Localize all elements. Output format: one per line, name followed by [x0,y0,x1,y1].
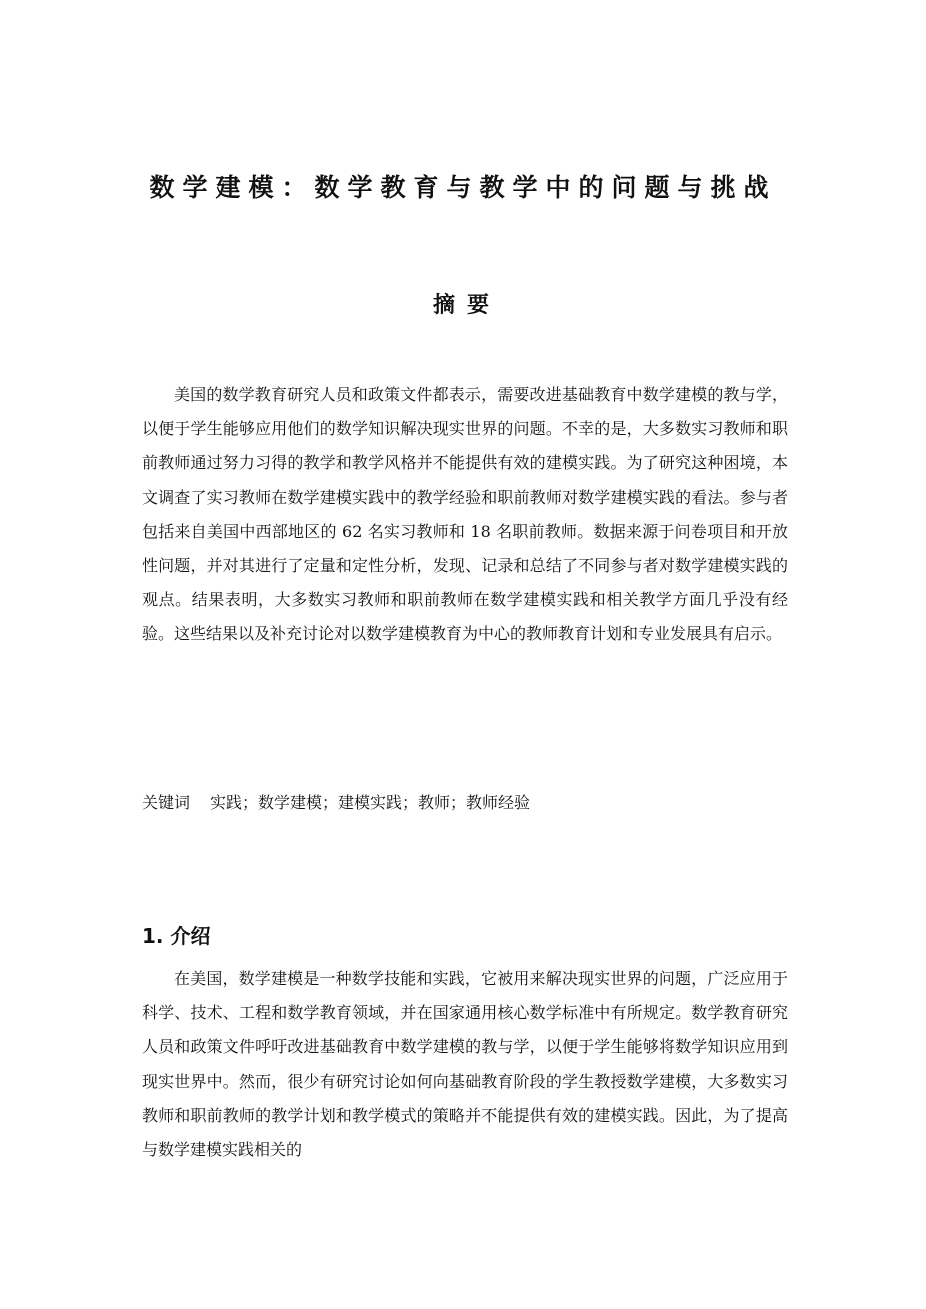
keywords-value: 实践；数学建模；建模实践；教师；教师经验 [210,793,531,812]
section-heading-introduction: 1. 介绍 [142,924,211,948]
abstract-body: 美国的数学教育研究人员和政策文件都表示，需要改进基础教育中数学建模的教与学，以便于学生能够应用他们的数学知识解决现实世界的问题。不幸的是，大多数实习教师和职前教师通过努力习得的教学和教学风格并不能提供有效的建模实践。为了研究这种困境，本文调查了实习教师在数学建模实践中的教学经验和职前教师对数学建模实践的看法。参与者包括来自美国中西部地区的 62 名实习教师和 18 名职前教师。数据来源于问卷项目和开放性问题，并对其进行了定量和定性分析，发现、记录和总结了不同参与者对数学建模实践的观点。结果表明，大多数实习教师和职前教师在数学建模实践和相关教学方面几乎没有经验。这些结果以及补充讨论对以数学建模教育为中心的教师教育计划和专业发展具有启示。 [142,385,788,644]
abstract-heading: 摘要 [432,293,501,318]
document-title: 数学建模：数学教育与教学中的问题与挑战 [149,173,777,202]
keywords-label: 关键词 [142,793,191,812]
section-body-introduction: 在美国，数学建模是一种数学技能和实践，它被用来解决现实世界的问题，广泛应用于科学、技术、工程和数学教育领域，并在国家通用核心数学标准中有所规定。数学教育研究人员和政策文件呼吁改进基础教育中数学建模的教与学，以便于学生能够将数学知识应用到现实世界中。然而，很少有研究讨论如何向基础教育阶段的学生教授数学建模，大多数实习教师和职前教师的教学计划和教学模式的策略并不能提供有效的建模实践。因此，为了提高与数学建模实践相关的 [142,969,788,1160]
keywords-line [142,787,788,819]
